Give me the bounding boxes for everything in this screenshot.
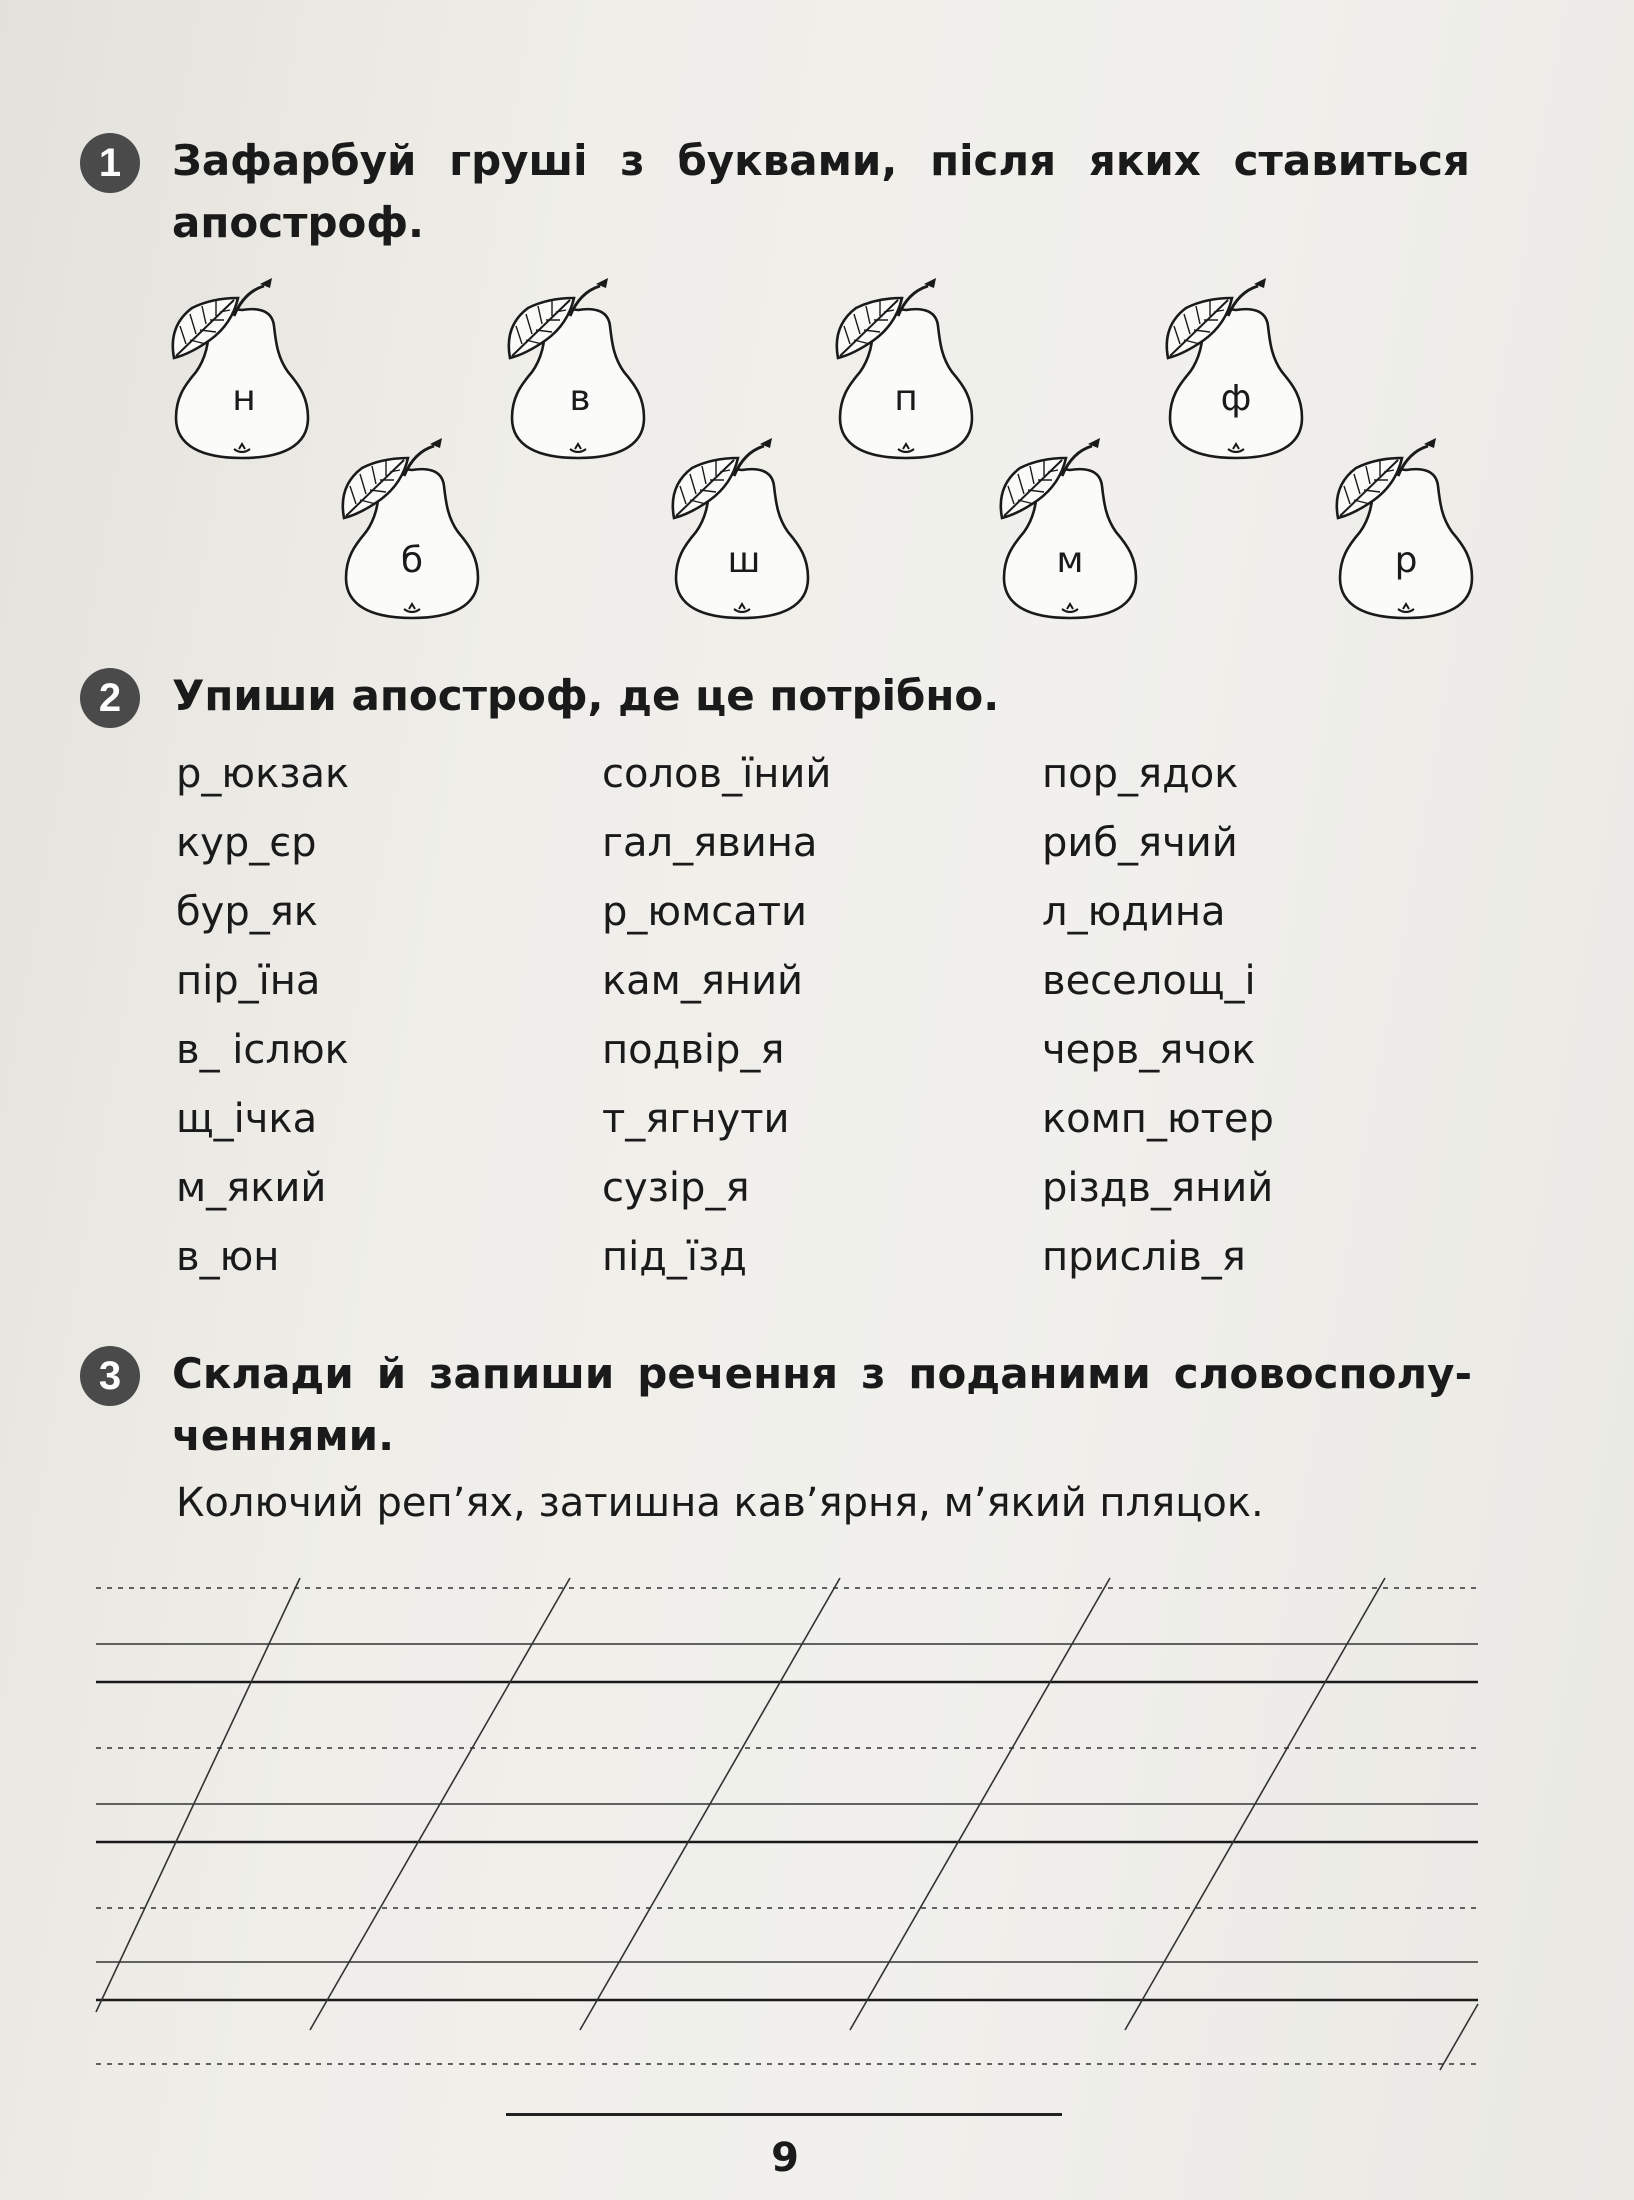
word-item: щ_ічка	[176, 1096, 318, 1142]
pear-5	[343, 438, 478, 618]
task-number-3: 3	[80, 1346, 140, 1406]
word-column-3	[1042, 740, 1274, 1292]
page-number: 9	[771, 2135, 799, 2181]
pear-letter-8: р	[1394, 540, 1418, 581]
pear-8	[1337, 438, 1472, 618]
word-item: пор_ядок	[1042, 751, 1239, 797]
pear-2	[509, 278, 644, 458]
word-item: веселощ_і	[1042, 958, 1256, 1004]
task-1-instruction-line-2: апостроф.	[172, 198, 424, 247]
word-combinations-sentence: Колючий реп’ях, затишна кав’ярня, м’який пляцок.	[176, 1480, 1264, 1526]
task-1-instruction-line-1: Зафарбуй груші з буквами, після яких ставиться	[172, 136, 1470, 185]
task-3-instruction-line-2: ченнями.	[172, 1411, 395, 1460]
task-number-2: 2	[80, 668, 140, 728]
word-item: прислів_я	[1042, 1234, 1246, 1280]
word-item: л_юдина	[1042, 889, 1226, 935]
word-item: черв_ячок	[1042, 1027, 1256, 1073]
pear-letter-3: п	[894, 378, 918, 419]
task-3-instruction-line-1: Склади й запиши речення з поданими словосполу-	[172, 1349, 1472, 1398]
pear-letter-5: б	[400, 540, 424, 581]
word-item: в_юн	[176, 1234, 280, 1280]
word-item: подвір_я	[602, 1027, 785, 1073]
pear-letter-4: ф	[1220, 378, 1252, 419]
word-item: р_юмсати	[602, 889, 808, 935]
pear-3	[837, 278, 972, 458]
word-item: м_який	[176, 1165, 327, 1211]
word-item: сузір_я	[602, 1165, 750, 1211]
word-item: солов_їний	[602, 751, 832, 797]
footer-rule	[506, 2113, 1062, 2116]
word-item: під_їзд	[602, 1234, 747, 1280]
pear-letter-2: в	[569, 378, 591, 419]
word-column-1	[176, 740, 349, 1292]
pear-6	[673, 438, 808, 618]
word-item: в_ іслюк	[176, 1027, 349, 1073]
pear-7	[1001, 438, 1136, 618]
word-item: р_юкзак	[176, 751, 350, 797]
pears-illustration	[0, 0, 1634, 660]
word-item: бур_як	[176, 889, 318, 935]
word-item: т_ягнути	[602, 1096, 790, 1142]
pear-letter-7: м	[1056, 540, 1084, 581]
word-item: гал_явина	[602, 820, 818, 866]
pear-1	[173, 278, 308, 458]
writing-lines[interactable]	[0, 1560, 1634, 2080]
word-item: пір_їна	[176, 958, 321, 1004]
word-item: кам_яний	[602, 958, 804, 1004]
task-2-instruction: Упиши апостроф, де це потрібно.	[172, 671, 1000, 720]
word-item: риб_ячий	[1042, 820, 1238, 866]
task-number-1: 1	[80, 133, 140, 193]
pear-letter-6: ш	[727, 540, 761, 581]
word-column-2	[602, 740, 831, 1292]
word-item: кур_єр	[176, 820, 317, 866]
word-item: різдв_яний	[1042, 1165, 1274, 1211]
pear-4	[1167, 278, 1302, 458]
pear-letter-1: н	[232, 378, 256, 419]
word-item: комп_ютер	[1042, 1096, 1274, 1142]
